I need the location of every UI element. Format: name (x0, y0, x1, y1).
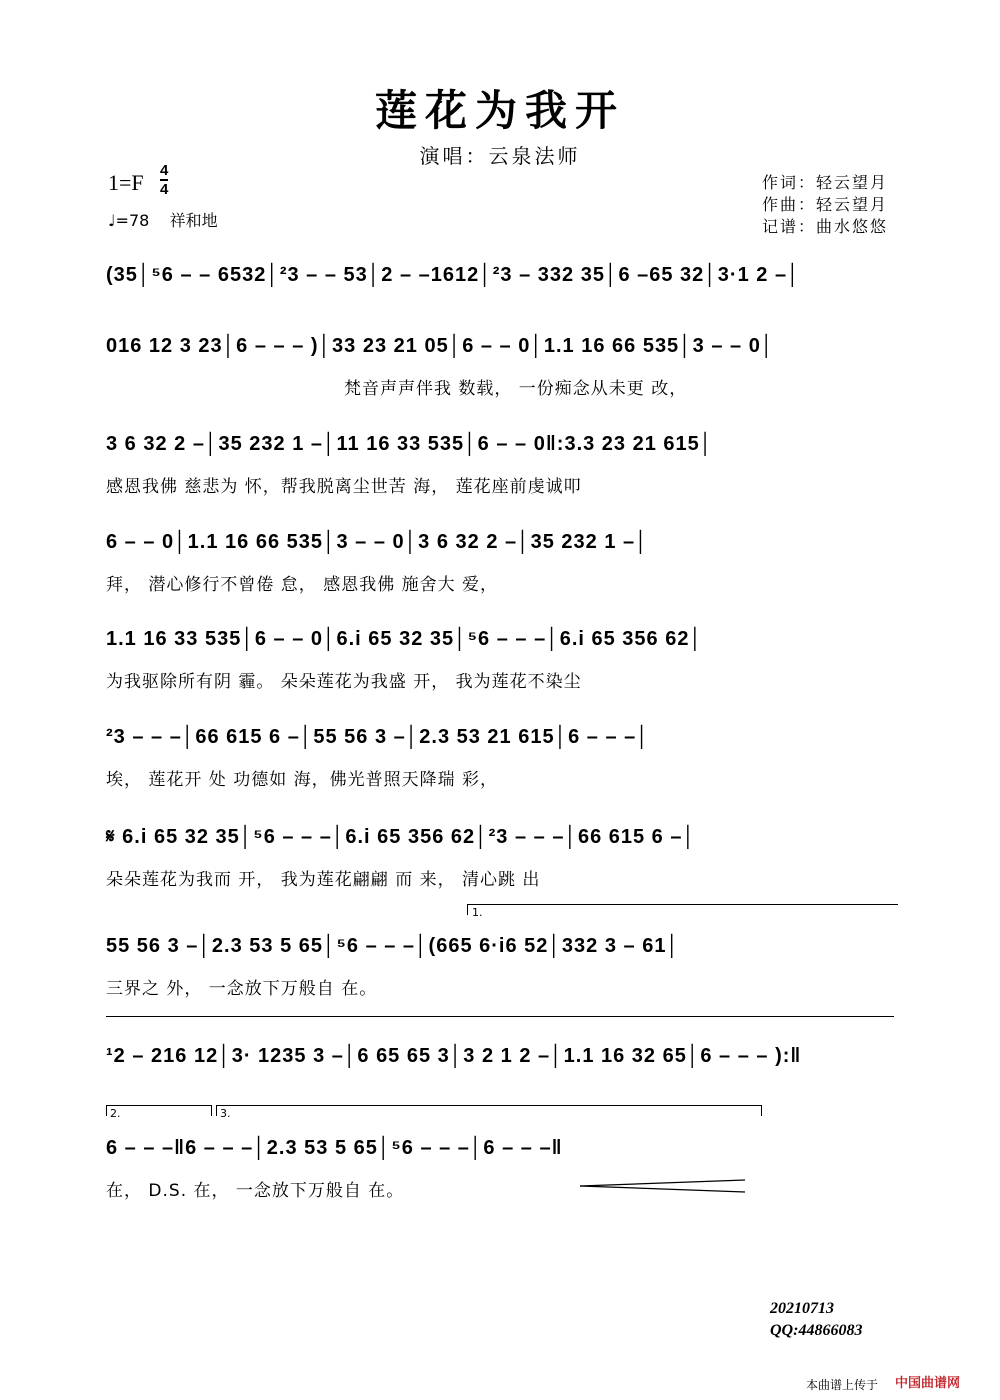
system-5-notes: 1.1 16 33 535│6 – – 0│6.i 65 32 35│⁵6 – – –│6.i 65 356 62│ (106, 628, 703, 650)
system-1-notes: (35│⁵6 – – 6532│²3 – – 53│2 – –1612│²3 – 332 35│6 –65 32│3·1 2 –│ (106, 264, 801, 286)
time-sig-numerator: 4 (160, 162, 169, 179)
volta-1-bracket (467, 904, 898, 915)
lyricist-credit: 作词：轻云望月 (762, 173, 889, 192)
volta-3-bracket (216, 1105, 762, 1116)
site-logo: 中国曲谱网 (895, 1376, 961, 1391)
system-10-notes: 6 – – –‖6 – – –│2.3 53 5 65│⁵6 – – –│6 – – –‖ (106, 1137, 563, 1159)
tempo-marking (108, 208, 218, 231)
system-7-lyrics: 朵朵莲花为我而 开， 我为莲花翩翩 而 来， 清心跳 出 (106, 870, 541, 890)
system-7-notes: 𝄋 6.i 65 32 35│⁵6 – – –│6.i 65 356 62│²3 – – –│66 615 6 –│ (106, 826, 696, 848)
system-4-lyrics: 拜， 潜心修行不曾倦 怠， 感恩我佛 施舍大 爱， (106, 575, 499, 595)
system-6-notes: ²3 – – –│66 615 6 –│55 56 3 –│2.3 53 21 615│6 – – –│ (106, 726, 650, 748)
system-2-notes: 016 12 3 23│6 – – – )│33 23 21 05│6 – – 0│1.1 16 66 535│3 – – 0│ (106, 335, 775, 357)
system-3-lyrics: 感恩我佛 慈悲为 怀，帮我脱离尘世苦 海， 莲花座前虔诚叩 (106, 477, 582, 497)
composer-credit: 作曲：轻云望月 (762, 195, 889, 214)
decrescendo-mark (580, 1178, 750, 1194)
system-9-notes: ¹2 – 216 12│3· 1235 3 –│6 65 65 3│3 2 1 2 –│1.1 16 32 65│6 – – – ):‖ (106, 1045, 802, 1067)
system-4-notes: 6 – – 0│1.1 16 66 535│3 – – 0│3 6 32 2 –│35 232 1 –│ (106, 531, 649, 553)
volta-3-label: 3. (220, 1107, 231, 1120)
system-5-lyrics: 为我驱除所有阴 霾。 朵朵莲花为我盛 开， 我为莲花不染尘 (106, 672, 582, 692)
tempo-value: ♩=78 (108, 211, 150, 230)
qq-text: QQ:44866083 (770, 1322, 863, 1339)
system-3-notes: 3 6 32 2 –│35 232 1 –│11 16 33 535│6 – – 0‖:3.3 23 21 615│ (106, 433, 714, 455)
system-6-lyrics: 埃， 莲花开 处 功德如 海，佛光普照天降瑞 彩， (106, 770, 499, 790)
volta-2-label: 2. (110, 1107, 121, 1120)
time-sig-denominator: 4 (160, 180, 169, 198)
volta-1-label: 1. (472, 906, 483, 919)
song-title: 莲花为我开 (374, 86, 625, 135)
singer-line: 演唱：云泉法师 (419, 144, 581, 168)
date-stamp (770, 1298, 862, 1342)
system-2-lyrics: 梵音声声伴我 数载， 一份痴念从未更 改， (344, 379, 688, 399)
credits-block (762, 172, 888, 238)
date-text: 20210713 (770, 1300, 834, 1317)
volta-1-bracket-continued (106, 1016, 894, 1027)
system-10-lyrics: 在， D.S. 在， 一念放下万般自 在。 (106, 1181, 405, 1201)
time-signature (160, 163, 168, 197)
key-signature: 1=F (108, 170, 144, 195)
upload-note: 本曲谱上传于 (806, 1378, 879, 1392)
system-8-notes: 55 56 3 –│2.3 53 5 65│⁵6 – – –│(665 6·i6 52│332 3 – 61│ (106, 935, 680, 957)
system-8-lyrics: 三界之 外， 一念放下万般自 在。 (106, 979, 378, 999)
volta-2-bracket (106, 1105, 212, 1116)
transcriber-credit: 记谱：曲水悠悠 (762, 217, 889, 236)
tempo-mood: 祥和地 (169, 211, 218, 230)
